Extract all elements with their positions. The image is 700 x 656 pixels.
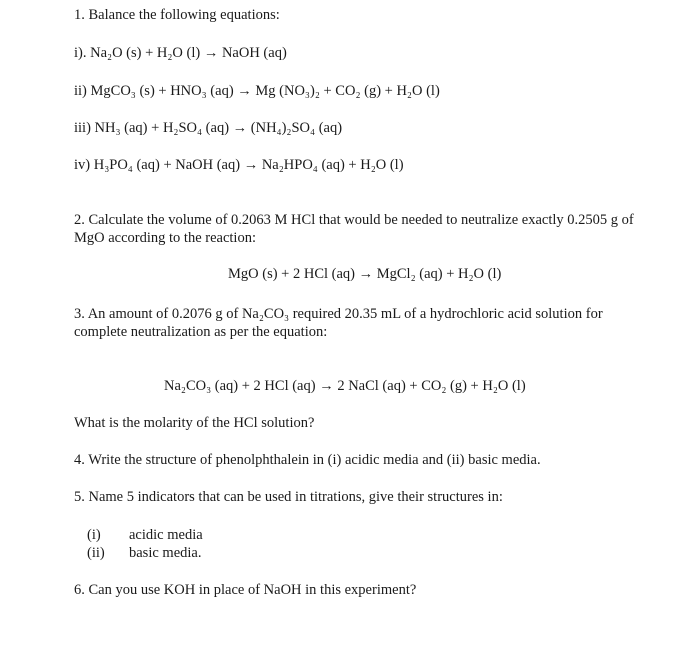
q1-item-iv [74, 156, 404, 174]
q3-equation: Na₂CO₃ (aq) + 2 HCl (aq) → 2 NaCl (aq) + CO₂ (g) + H₂O (l) [164, 378, 526, 394]
q1-item-equation: H₃PO₄ (aq) + NaOH (aq) → Na₂HPO₄ (aq) + H₂O (l) [93, 157, 404, 173]
q2-equation: MgO (s) + 2 HCl (aq) → MgCl₂ (aq) + H₂O (l) [228, 266, 502, 282]
q1-item-label: ii) [74, 83, 87, 99]
q5-item-label: (i) [87, 527, 101, 543]
q1-item-equation: Na₂O (s) + H₂O (l) → NaOH (aq) [90, 45, 287, 61]
q5-item-label: (ii) [87, 545, 105, 561]
q3-line2: complete neutralization as per the equation: [74, 324, 328, 340]
q1-item-ii [74, 82, 440, 100]
q2-line1: 2. Calculate the volume of 0.2063 M HCl that would be needed to neutralize exactly 0.2505 g of [74, 212, 634, 228]
q2-line2: MgO according to the reaction: [74, 230, 256, 246]
q4-text: 4. Write the structure of phenolphthalein in (i) acidic media and (ii) basic media. [74, 452, 541, 468]
q5-item-ii [87, 544, 201, 562]
q1-item-label: i). [74, 45, 87, 61]
q5-item-i [87, 526, 203, 544]
q3-question: What is the molarity of the HCl solution? [74, 415, 315, 431]
q1-item-i [74, 44, 287, 62]
q1-item-equation: MgCO₃ (s) + HNO₃ (aq) → Mg (NO₃)₂ + CO₂ (g) + H₂O (l) [90, 83, 440, 99]
q3-line1: 3. An amount of 0.2076 g of Na₂CO₃ required 20.35 mL of a hydrochloric acid solution for [74, 306, 603, 322]
q1-item-equation: NH₃ (aq) + H₂SO₄ (aq) → (NH₄)₂SO₄ (aq) [94, 120, 343, 136]
q1-item-iii [74, 119, 342, 137]
q6-text: 6. Can you use KOH in place of NaOH in this experiment? [74, 582, 417, 598]
q1-item-label: iv) [74, 157, 91, 173]
q5-item-text: basic media. [129, 545, 202, 561]
q1-item-label: iii) [74, 120, 91, 136]
q5-text: 5. Name 5 indicators that can be used in titrations, give their structures in: [74, 489, 503, 505]
q5-item-text: acidic media [129, 527, 203, 543]
q1-heading: 1. Balance the following equations: [74, 7, 280, 23]
